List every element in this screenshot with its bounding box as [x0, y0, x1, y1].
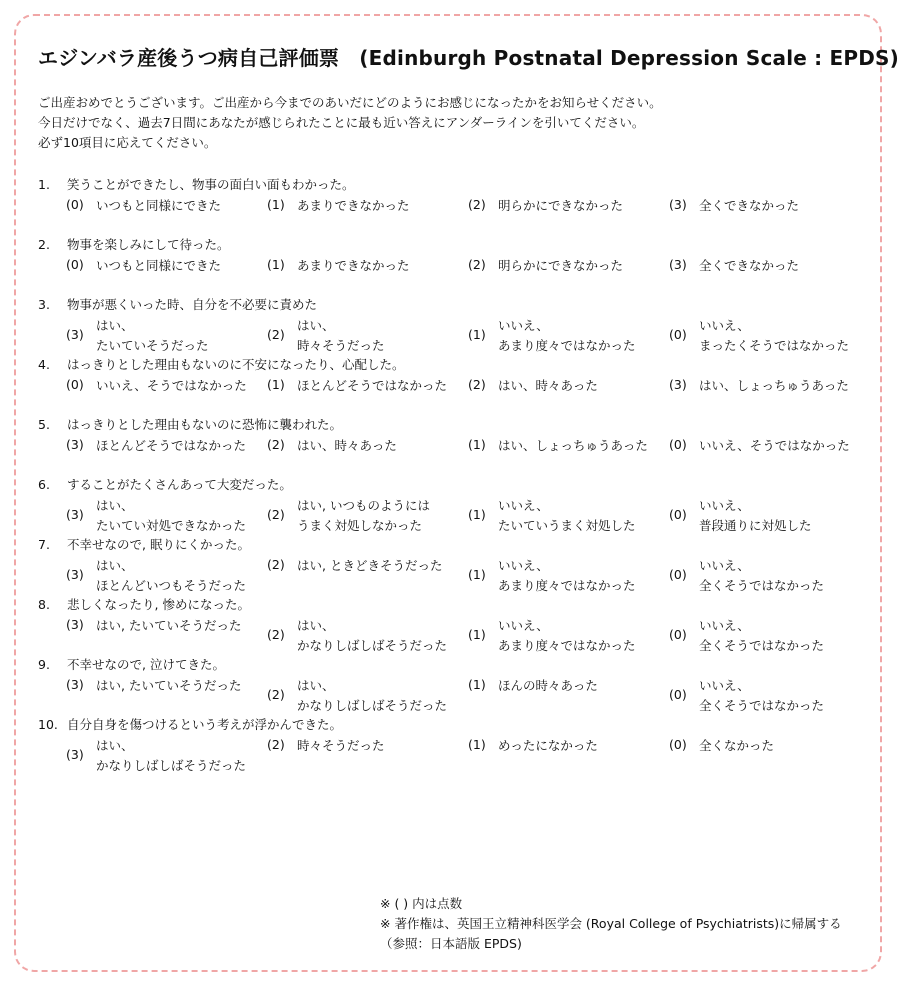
option-label: [699, 616, 824, 656]
option-label-line: いいえ、そうではなかった: [96, 378, 247, 393]
option-score: (2): [267, 687, 285, 702]
question-text: 不幸せなので, 眠りにくかった。: [67, 537, 250, 552]
option-label-line: たいていそうだった: [96, 338, 209, 353]
option-score: (2): [468, 377, 486, 392]
option-label: [699, 196, 799, 216]
option-score: (1): [468, 567, 486, 582]
footnote-line: ※ 著作権は、英国王立精神科医学会 (Royal College of Psychiatrists)に帰属する: [380, 916, 842, 931]
option-label-line: いいえ、: [699, 618, 750, 633]
option-label: [297, 676, 447, 716]
option-label: [297, 556, 442, 576]
option-label: [498, 316, 636, 356]
question-number: 7.: [38, 537, 50, 552]
instruction-line: ご出産おめでとうございます。ご出産から今までのあいだにどのようにお感じになったかをお知らせください。: [38, 95, 662, 110]
question-text: はっきりとした理由もないのに恐怖に襲われた。: [67, 417, 343, 432]
option-label-line: いいえ、そうではなかった: [699, 438, 850, 453]
option-label-line: はい, ときどきそうだった: [297, 558, 443, 573]
option-score: (3): [66, 617, 84, 632]
option-label: [498, 496, 636, 536]
option-label-line: かなりしばしばそうだった: [96, 758, 247, 773]
option-label: [96, 496, 246, 536]
question-text: 物事が悪くいった時、自分を不必要に責めた: [67, 297, 318, 312]
option-score: (0): [669, 687, 687, 702]
option-score: (2): [267, 627, 285, 642]
option-label: [699, 736, 774, 756]
question-item: [38, 656, 868, 712]
option-score: (3): [669, 197, 687, 212]
question-item: [38, 236, 868, 292]
option-label: [297, 736, 385, 756]
question-number: 10.: [38, 717, 58, 732]
option-label-line: 時々そうだった: [297, 738, 385, 753]
option-label-line: かなりしばしばそうだった: [297, 698, 448, 713]
question-item: [38, 416, 868, 472]
option-label: [96, 616, 241, 636]
option-label: [96, 556, 246, 596]
option-label-line: たいてい対処できなかった: [96, 518, 247, 533]
option-label-line: 全くできなかった: [699, 198, 800, 213]
question-number: 8.: [38, 597, 50, 612]
option-score: (1): [267, 197, 285, 212]
option-score: (3): [669, 257, 687, 272]
question-item: [38, 476, 868, 532]
option-label-line: いいえ、: [699, 498, 750, 513]
instructions: [38, 93, 662, 153]
option-score: (0): [669, 327, 687, 342]
option-label: [498, 616, 636, 656]
option-label-line: あまり度々ではなかった: [498, 338, 636, 353]
option-label-line: はい, いつものようには: [297, 498, 430, 513]
option-score: (3): [669, 377, 687, 392]
option-label-line: まったくそうではなかった: [699, 338, 850, 353]
question-text: することがたくさんあって大変だった。: [67, 477, 292, 492]
question-item: [38, 536, 868, 592]
option-label: [699, 256, 799, 276]
option-label-line: はい、: [297, 678, 335, 693]
option-label-line: いいえ、: [498, 318, 549, 333]
option-label-line: はい、: [96, 318, 134, 333]
option-label-line: はい、: [297, 318, 335, 333]
option-label-line: 時々そうだった: [297, 338, 385, 353]
option-label-line: はい、: [96, 738, 134, 753]
option-label: [96, 196, 221, 216]
option-label: [498, 436, 648, 456]
option-label-line: たいていうまく対処した: [498, 518, 636, 533]
option-label: [699, 316, 849, 356]
option-score: (1): [468, 437, 486, 452]
question-text: 笑うことができたし、物事の面白い面もわかった。: [67, 177, 355, 192]
option-score: (0): [669, 437, 687, 452]
option-score: (3): [66, 677, 84, 692]
option-label-line: はい、しょっちゅうあった: [498, 438, 648, 453]
option-label: [297, 376, 447, 396]
option-label-line: いいえ、: [498, 618, 549, 633]
question-item: [38, 296, 868, 352]
option-label: [96, 736, 246, 776]
option-label-line: あまりできなかった: [297, 258, 410, 273]
option-label-line: ほんの時々あった: [498, 678, 598, 693]
question-number: 4.: [38, 357, 50, 372]
footnote-line: ※ ( ) 内は点数: [380, 896, 463, 911]
option-label-line: いいえ、: [699, 318, 750, 333]
option-label: [699, 556, 824, 596]
option-label-line: はい, たいていそうだった: [96, 678, 242, 693]
option-score: (1): [468, 627, 486, 642]
option-label: [699, 676, 824, 716]
question-number: 9.: [38, 657, 50, 672]
option-label-line: はい、: [96, 558, 134, 573]
option-label: [498, 376, 598, 396]
option-score: (1): [267, 377, 285, 392]
instruction-line: 今日だけでなく、過去7日間にあなたが感じられたことに最も近い答えにアンダーラインを引いてください。: [38, 115, 645, 130]
question-item: [38, 716, 868, 772]
option-label: [699, 496, 812, 536]
option-label: [297, 196, 410, 216]
option-score: (2): [267, 507, 285, 522]
option-label-line: ほとんどそうではなかった: [96, 438, 247, 453]
option-score: (3): [66, 567, 84, 582]
option-score: (2): [267, 557, 285, 572]
option-label: [498, 556, 636, 596]
question-number: 5.: [38, 417, 50, 432]
option-label: [498, 196, 623, 216]
option-score: (1): [468, 737, 486, 752]
question-item: [38, 356, 868, 412]
option-label-line: めったになかった: [498, 738, 598, 753]
option-label-line: 全くそうではなかった: [699, 638, 825, 653]
question-text: 悲しくなったり, 惨めになった。: [67, 597, 250, 612]
option-label-line: 全くそうではなかった: [699, 698, 825, 713]
option-score: (2): [267, 327, 285, 342]
option-score: (0): [669, 737, 687, 752]
option-label-line: はい、時々あった: [297, 438, 397, 453]
option-score: (1): [468, 507, 486, 522]
option-score: (0): [66, 197, 84, 212]
option-label: [699, 436, 850, 456]
option-label: [297, 256, 410, 276]
option-label-line: はい、: [96, 498, 134, 513]
option-label: [96, 436, 246, 456]
question-text: はっきりとした理由もないのに不安になったり、心配した。: [67, 357, 405, 372]
option-label: [699, 376, 849, 396]
instruction-line: 必ず10項目に応えてください。: [38, 135, 217, 150]
option-label-line: はい、時々あった: [498, 378, 598, 393]
option-score: (2): [267, 437, 285, 452]
option-label-line: はい、: [297, 618, 335, 633]
question-item: [38, 176, 868, 232]
option-label-line: 全くなかった: [699, 738, 775, 753]
option-score: (0): [669, 627, 687, 642]
question-text: 自分自身を傷つけるという考えが浮かんできた。: [67, 717, 343, 732]
option-label: [96, 676, 241, 696]
option-label-line: 全くそうではなかった: [699, 578, 825, 593]
option-score: (3): [66, 747, 84, 762]
option-label-line: いつもと同様にできた: [96, 258, 222, 273]
option-label-line: いいえ、: [498, 498, 549, 513]
option-score: (1): [267, 257, 285, 272]
question-text: 物事を楽しみにして待った。: [67, 237, 230, 252]
option-label: [297, 316, 385, 356]
option-score: (2): [267, 737, 285, 752]
option-label: [96, 256, 221, 276]
option-label-line: 普段通りに対処した: [699, 518, 812, 533]
option-label-line: 明らかにできなかった: [498, 198, 624, 213]
option-label: [297, 436, 397, 456]
option-score: (1): [468, 677, 486, 692]
option-score: (0): [669, 567, 687, 582]
question-text: 不幸せなので, 泣けてきた。: [67, 657, 225, 672]
option-label-line: ほとんどそうではなかった: [297, 378, 448, 393]
option-label-line: いつもと同様にできた: [96, 198, 222, 213]
question-number: 3.: [38, 297, 50, 312]
option-label-line: あまり度々ではなかった: [498, 638, 636, 653]
option-label-line: はい, たいていそうだった: [96, 618, 242, 633]
page-title: エジンバラ産後うつ病自己評価票 (Edinburgh Postnatal Depression Scale : EPDS): [38, 46, 900, 70]
option-score: (2): [468, 197, 486, 212]
question-number: 2.: [38, 237, 50, 252]
option-score: (2): [468, 257, 486, 272]
question-item: [38, 596, 868, 652]
option-label-line: うまく対処しなかった: [297, 518, 423, 533]
option-label-line: いいえ、: [498, 558, 549, 573]
option-score: (1): [468, 327, 486, 342]
footnote-line: （参照：日本語版 EPDS): [380, 936, 522, 951]
option-score: (3): [66, 507, 84, 522]
option-label: [498, 676, 598, 696]
option-label-line: あまり度々ではなかった: [498, 578, 636, 593]
option-label-line: かなりしばしばそうだった: [297, 638, 448, 653]
option-label: [96, 376, 247, 396]
option-label-line: 全くできなかった: [699, 258, 800, 273]
option-score: (3): [66, 327, 84, 342]
option-label: [498, 256, 623, 276]
option-score: (3): [66, 437, 84, 452]
option-label-line: いいえ、: [699, 678, 750, 693]
option-label-line: あまりできなかった: [297, 198, 410, 213]
option-label: [498, 736, 598, 756]
option-label-line: ほとんどいつもそうだった: [96, 578, 247, 593]
option-label-line: 明らかにできなかった: [498, 258, 624, 273]
option-label-line: はい、しょっちゅうあった: [699, 378, 849, 393]
option-label-line: いいえ、: [699, 558, 750, 573]
option-score: (0): [669, 507, 687, 522]
option-label: [297, 616, 447, 656]
option-score: (0): [66, 377, 84, 392]
question-number: 1.: [38, 177, 50, 192]
option-label: [96, 316, 209, 356]
option-score: (0): [66, 257, 84, 272]
option-label: [297, 496, 430, 536]
question-number: 6.: [38, 477, 50, 492]
footnotes: [380, 894, 842, 954]
